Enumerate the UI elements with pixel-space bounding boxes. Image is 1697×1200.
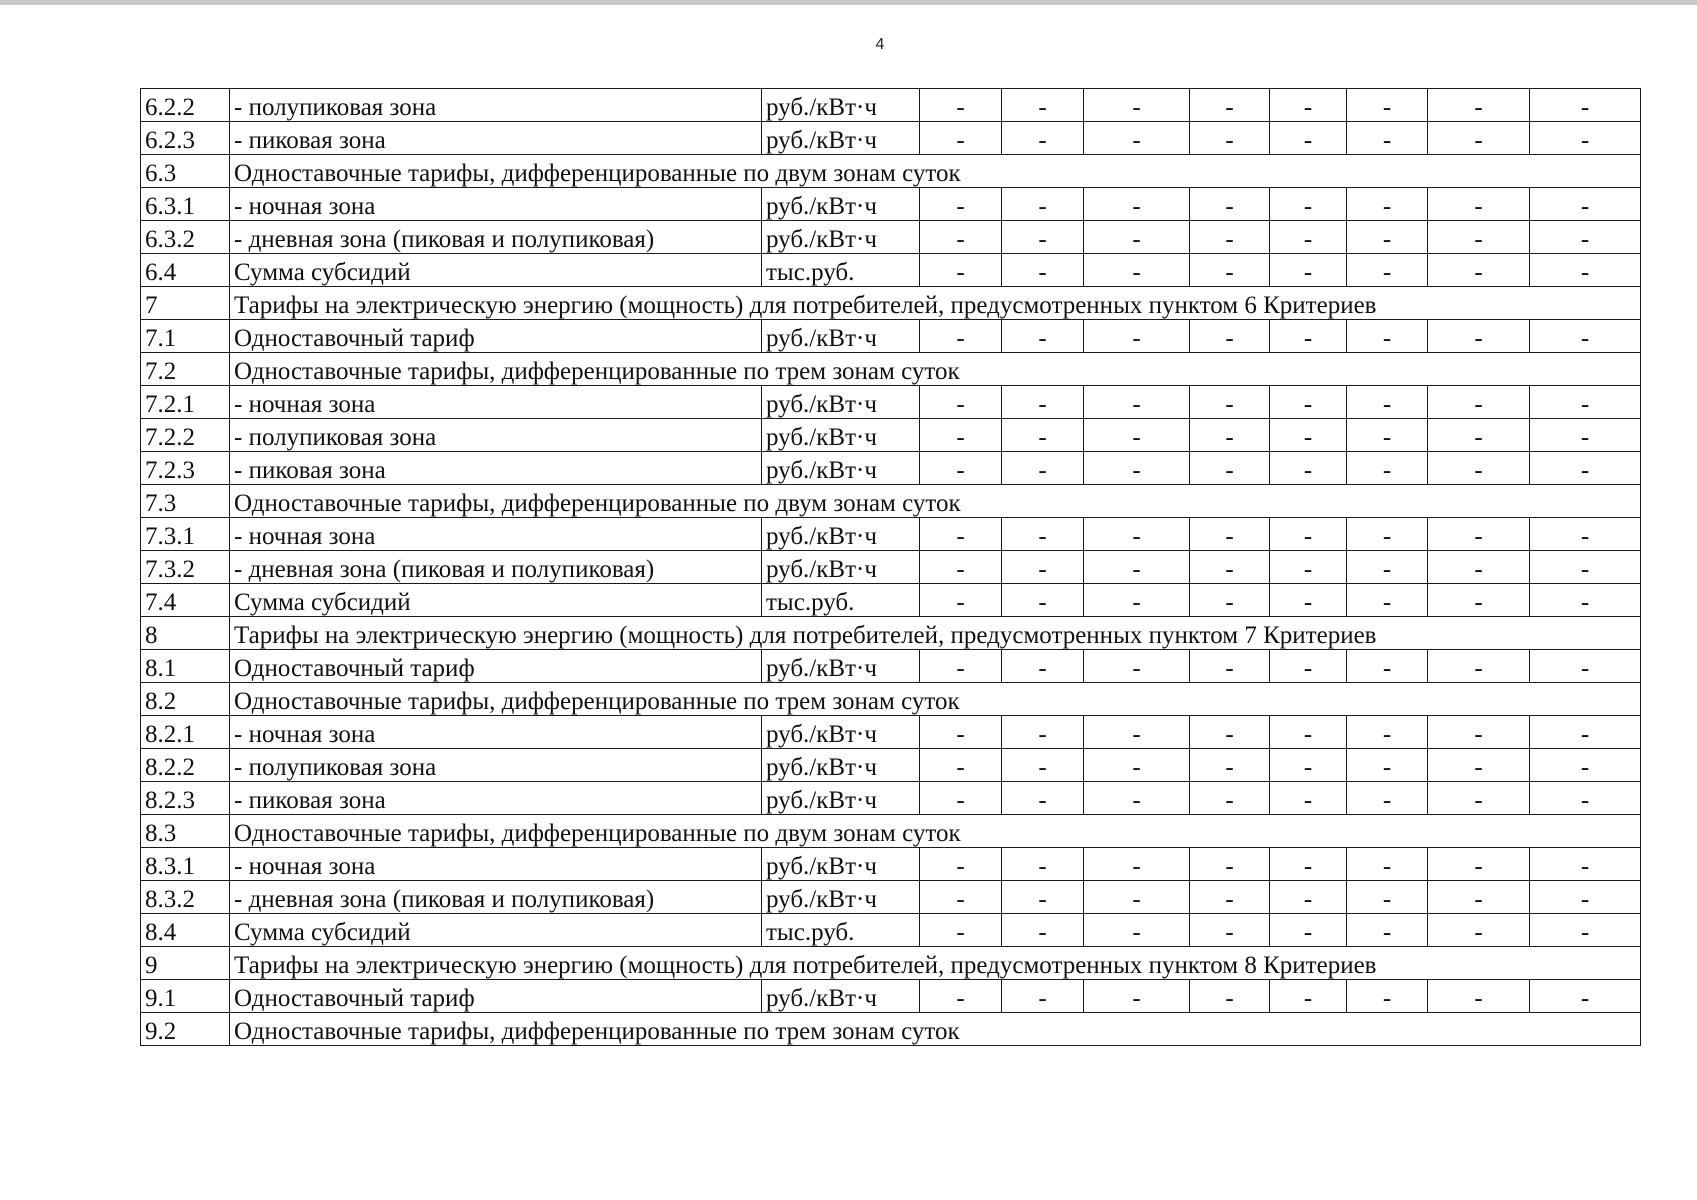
table-section-row (141, 155, 1641, 188)
value-cell: - (1190, 518, 1270, 551)
row-label: - пиковая зона (230, 122, 762, 155)
row-label: Одноставочный тариф (230, 320, 762, 353)
value-cell: - (1084, 386, 1190, 419)
table-row (141, 221, 1641, 254)
table-row (141, 386, 1641, 419)
value-cell: - (1530, 254, 1641, 287)
value-cell: - (1530, 980, 1641, 1013)
value-cell: - (1347, 551, 1428, 584)
row-number: 7.4 (141, 584, 230, 617)
value-cell: - (1190, 650, 1270, 683)
row-label: - полупиковая зона (230, 419, 762, 452)
row-label: Одноставочные тарифы, дифференцированные по трем зонам суток (230, 353, 1641, 386)
row-label: Сумма субсидий (230, 254, 762, 287)
value-cell: - (1428, 782, 1530, 815)
row-unit: руб./кВт·ч (762, 452, 920, 485)
row-label: Одноставочные тарифы, дифференцированные по двум зонам суток (230, 155, 1641, 188)
value-cell: - (1002, 650, 1084, 683)
value-cell: - (920, 122, 1002, 155)
value-cell: - (1428, 188, 1530, 221)
value-cell: - (1428, 980, 1530, 1013)
row-number: 8.3.1 (141, 848, 230, 881)
row-number: 8.4 (141, 914, 230, 947)
value-cell: - (1002, 419, 1084, 452)
value-cell: - (920, 584, 1002, 617)
row-number: 6.3 (141, 155, 230, 188)
row-number: 7.1 (141, 320, 230, 353)
value-cell: - (1002, 254, 1084, 287)
row-label: - ночная зона (230, 386, 762, 419)
row-number: 9.1 (141, 980, 230, 1013)
value-cell: - (1002, 749, 1084, 782)
row-unit: руб./кВт·ч (762, 518, 920, 551)
table-row (141, 782, 1641, 815)
table-row (141, 122, 1641, 155)
row-number: 8.1 (141, 650, 230, 683)
value-cell: - (1428, 452, 1530, 485)
row-unit: руб./кВт·ч (762, 749, 920, 782)
value-cell: - (1190, 122, 1270, 155)
value-cell: - (920, 452, 1002, 485)
value-cell: - (1190, 848, 1270, 881)
value-cell: - (1084, 782, 1190, 815)
value-cell: - (1347, 518, 1428, 551)
row-label: - ночная зона (230, 518, 762, 551)
table-section-row (141, 1013, 1641, 1046)
value-cell: - (1347, 188, 1428, 221)
value-cell: - (1190, 749, 1270, 782)
value-cell: - (1530, 716, 1641, 749)
value-cell: - (920, 254, 1002, 287)
value-cell: - (1530, 188, 1641, 221)
row-unit: руб./кВт·ч (762, 122, 920, 155)
value-cell: - (920, 914, 1002, 947)
row-number: 7 (141, 287, 230, 320)
row-number: 7.3.2 (141, 551, 230, 584)
row-label: - пиковая зона (230, 782, 762, 815)
value-cell: - (1270, 716, 1347, 749)
value-cell: - (1347, 650, 1428, 683)
value-cell: - (920, 650, 1002, 683)
value-cell: - (1428, 89, 1530, 122)
value-cell: - (1347, 749, 1428, 782)
row-label: - ночная зона (230, 188, 762, 221)
value-cell: - (1530, 881, 1641, 914)
value-cell: - (1270, 749, 1347, 782)
row-number: 8.2 (141, 683, 230, 716)
row-unit: тыс.руб. (762, 254, 920, 287)
value-cell: - (1270, 254, 1347, 287)
value-cell: - (1428, 518, 1530, 551)
value-cell: - (1530, 848, 1641, 881)
table-row (141, 584, 1641, 617)
value-cell: - (1270, 980, 1347, 1013)
table-row (141, 188, 1641, 221)
value-cell: - (1084, 188, 1190, 221)
value-cell: - (1530, 584, 1641, 617)
table-row (141, 254, 1641, 287)
value-cell: - (1347, 881, 1428, 914)
value-cell: - (1530, 89, 1641, 122)
value-cell: - (1270, 386, 1347, 419)
table-section-row (141, 947, 1641, 980)
value-cell: - (1428, 551, 1530, 584)
value-cell: - (1002, 452, 1084, 485)
table-row (141, 881, 1641, 914)
row-label: Одноставочные тарифы, дифференцированные по трем зонам суток (230, 683, 1641, 716)
value-cell: - (1002, 782, 1084, 815)
row-number: 7.2 (141, 353, 230, 386)
value-cell: - (1270, 221, 1347, 254)
value-cell: - (1002, 980, 1084, 1013)
row-number: 6.2.2 (141, 89, 230, 122)
row-number: 7.2.1 (141, 386, 230, 419)
row-number: 8.2.1 (141, 716, 230, 749)
value-cell: - (920, 518, 1002, 551)
value-cell: - (1190, 716, 1270, 749)
value-cell: - (1270, 320, 1347, 353)
value-cell: - (1270, 452, 1347, 485)
value-cell: - (1084, 881, 1190, 914)
value-cell: - (1002, 188, 1084, 221)
value-cell: - (1530, 749, 1641, 782)
row-label: Одноставочные тарифы, дифференцированные по трем зонам суток (230, 1013, 1641, 1046)
row-label: - пиковая зона (230, 452, 762, 485)
row-unit: руб./кВт·ч (762, 386, 920, 419)
table-row (141, 914, 1641, 947)
value-cell: - (1347, 782, 1428, 815)
value-cell: - (1084, 716, 1190, 749)
table-row (141, 89, 1641, 122)
value-cell: - (1190, 320, 1270, 353)
row-unit: тыс.руб. (762, 914, 920, 947)
value-cell: - (1002, 848, 1084, 881)
row-number: 6.2.3 (141, 122, 230, 155)
value-cell: - (1190, 914, 1270, 947)
value-cell: - (1428, 254, 1530, 287)
value-cell: - (1530, 518, 1641, 551)
value-cell: - (1347, 848, 1428, 881)
value-cell: - (920, 881, 1002, 914)
value-cell: - (1530, 452, 1641, 485)
row-label: Одноставочный тариф (230, 650, 762, 683)
row-label: Тарифы на электрическую энергию (мощность) для потребителей, предусмотренных пунктом 7 Критериев (230, 617, 1641, 650)
row-label: - полупиковая зона (230, 89, 762, 122)
row-unit: тыс.руб. (762, 584, 920, 617)
row-unit: руб./кВт·ч (762, 782, 920, 815)
value-cell: - (1084, 452, 1190, 485)
row-number: 6.4 (141, 254, 230, 287)
value-cell: - (1270, 848, 1347, 881)
table-row (141, 716, 1641, 749)
value-cell: - (1190, 980, 1270, 1013)
row-number: 9.2 (141, 1013, 230, 1046)
value-cell: - (1084, 980, 1190, 1013)
row-number: 8.2.3 (141, 782, 230, 815)
table-section-row (141, 683, 1641, 716)
row-unit: руб./кВт·ч (762, 650, 920, 683)
value-cell: - (1347, 254, 1428, 287)
value-cell: - (1530, 221, 1641, 254)
row-number: 8.3 (141, 815, 230, 848)
row-unit: руб./кВт·ч (762, 89, 920, 122)
value-cell: - (920, 419, 1002, 452)
value-cell: - (1428, 848, 1530, 881)
value-cell: - (1002, 122, 1084, 155)
value-cell: - (1428, 419, 1530, 452)
value-cell: - (1428, 320, 1530, 353)
tariff-table (140, 88, 1641, 1046)
value-cell: - (1084, 914, 1190, 947)
value-cell: - (920, 551, 1002, 584)
value-cell: - (1530, 122, 1641, 155)
row-label: Одноставочный тариф (230, 980, 762, 1013)
value-cell: - (920, 749, 1002, 782)
value-cell: - (1530, 650, 1641, 683)
table-row (141, 848, 1641, 881)
value-cell: - (1270, 122, 1347, 155)
table-row (141, 320, 1641, 353)
value-cell: - (1084, 518, 1190, 551)
row-number: 7.3.1 (141, 518, 230, 551)
value-cell: - (920, 188, 1002, 221)
value-cell: - (1530, 551, 1641, 584)
value-cell: - (1347, 89, 1428, 122)
table-section-row (141, 815, 1641, 848)
value-cell: - (1530, 782, 1641, 815)
value-cell: - (1084, 89, 1190, 122)
page-number: 4 (875, 36, 885, 53)
value-cell: - (1428, 584, 1530, 617)
value-cell: - (920, 716, 1002, 749)
value-cell: - (920, 320, 1002, 353)
value-cell: - (1428, 122, 1530, 155)
value-cell: - (920, 980, 1002, 1013)
value-cell: - (1002, 584, 1084, 617)
value-cell: - (1190, 221, 1270, 254)
value-cell: - (1270, 914, 1347, 947)
value-cell: - (1270, 419, 1347, 452)
table-row (141, 980, 1641, 1013)
table-section-row (141, 617, 1641, 650)
value-cell: - (1428, 749, 1530, 782)
value-cell: - (1530, 386, 1641, 419)
table-row (141, 551, 1641, 584)
value-cell: - (1530, 914, 1641, 947)
value-cell: - (1002, 881, 1084, 914)
value-cell: - (1347, 716, 1428, 749)
value-cell: - (1347, 320, 1428, 353)
value-cell: - (1347, 386, 1428, 419)
value-cell: - (920, 89, 1002, 122)
row-unit: руб./кВт·ч (762, 716, 920, 749)
value-cell: - (1190, 584, 1270, 617)
value-cell: - (1270, 782, 1347, 815)
value-cell: - (1270, 650, 1347, 683)
row-label: - дневная зона (пиковая и полупиковая) (230, 551, 762, 584)
value-cell: - (1190, 551, 1270, 584)
row-unit: руб./кВт·ч (762, 848, 920, 881)
row-number: 7.2.3 (141, 452, 230, 485)
value-cell: - (920, 782, 1002, 815)
value-cell: - (1002, 320, 1084, 353)
value-cell: - (1190, 89, 1270, 122)
value-cell: - (1270, 188, 1347, 221)
row-unit: руб./кВт·ч (762, 320, 920, 353)
row-unit: руб./кВт·ч (762, 551, 920, 584)
value-cell: - (1190, 419, 1270, 452)
table-section-row (141, 287, 1641, 320)
table-row (141, 452, 1641, 485)
row-number: 9 (141, 947, 230, 980)
value-cell: - (1084, 221, 1190, 254)
row-label: Сумма субсидий (230, 584, 762, 617)
row-number: 6.3.1 (141, 188, 230, 221)
value-cell: - (1002, 386, 1084, 419)
value-cell: - (1347, 584, 1428, 617)
value-cell: - (1347, 980, 1428, 1013)
value-cell: - (1084, 848, 1190, 881)
value-cell: - (1270, 584, 1347, 617)
value-cell: - (1428, 881, 1530, 914)
value-cell: - (1002, 716, 1084, 749)
row-label: Тарифы на электрическую энергию (мощность) для потребителей, предусмотренных пунктом 8 Критериев (230, 947, 1641, 980)
row-unit: руб./кВт·ч (762, 188, 920, 221)
value-cell: - (1428, 386, 1530, 419)
table-section-row (141, 353, 1641, 386)
value-cell: - (1084, 419, 1190, 452)
tariff-table-body (141, 89, 1641, 1046)
row-unit: руб./кВт·ч (762, 419, 920, 452)
row-number: 7.2.2 (141, 419, 230, 452)
row-unit: руб./кВт·ч (762, 221, 920, 254)
value-cell: - (1084, 749, 1190, 782)
value-cell: - (1084, 254, 1190, 287)
value-cell: - (1270, 89, 1347, 122)
value-cell: - (1084, 584, 1190, 617)
value-cell: - (1190, 386, 1270, 419)
value-cell: - (1002, 221, 1084, 254)
scan-top-edge (0, 0, 1697, 5)
value-cell: - (920, 848, 1002, 881)
value-cell: - (1084, 122, 1190, 155)
value-cell: - (1190, 452, 1270, 485)
table-row (141, 749, 1641, 782)
value-cell: - (1190, 881, 1270, 914)
row-label: - дневная зона (пиковая и полупиковая) (230, 881, 762, 914)
value-cell: - (1002, 89, 1084, 122)
value-cell: - (1347, 452, 1428, 485)
value-cell: - (1084, 320, 1190, 353)
row-label: - ночная зона (230, 716, 762, 749)
value-cell: - (1270, 881, 1347, 914)
value-cell: - (1347, 419, 1428, 452)
row-number: 8.3.2 (141, 881, 230, 914)
value-cell: - (1270, 551, 1347, 584)
value-cell: - (1428, 716, 1530, 749)
row-unit: руб./кВт·ч (762, 980, 920, 1013)
value-cell: - (1428, 221, 1530, 254)
value-cell: - (1530, 320, 1641, 353)
value-cell: - (1002, 914, 1084, 947)
value-cell: - (1347, 221, 1428, 254)
row-label: Одноставочные тарифы, дифференцированные по двум зонам суток (230, 815, 1641, 848)
value-cell: - (1002, 518, 1084, 551)
row-label: Тарифы на электрическую энергию (мощность) для потребителей, предусмотренных пунктом 6 Критериев (230, 287, 1641, 320)
value-cell: - (1270, 518, 1347, 551)
value-cell: - (1428, 650, 1530, 683)
value-cell: - (920, 386, 1002, 419)
row-label: Одноставочные тарифы, дифференцированные по двум зонам суток (230, 485, 1641, 518)
value-cell: - (1190, 188, 1270, 221)
value-cell: - (1084, 551, 1190, 584)
row-number: 6.3.2 (141, 221, 230, 254)
value-cell: - (1347, 914, 1428, 947)
row-label: Сумма субсидий (230, 914, 762, 947)
row-unit: руб./кВт·ч (762, 881, 920, 914)
row-label: - полупиковая зона (230, 749, 762, 782)
row-number: 8.2.2 (141, 749, 230, 782)
value-cell: - (1190, 782, 1270, 815)
table-row (141, 518, 1641, 551)
row-number: 8 (141, 617, 230, 650)
row-label: - дневная зона (пиковая и полупиковая) (230, 221, 762, 254)
value-cell: - (1428, 914, 1530, 947)
value-cell: - (1084, 650, 1190, 683)
value-cell: - (920, 221, 1002, 254)
value-cell: - (1002, 551, 1084, 584)
value-cell: - (1530, 419, 1641, 452)
table-row (141, 650, 1641, 683)
table-section-row (141, 485, 1641, 518)
row-number: 7.3 (141, 485, 230, 518)
value-cell: - (1347, 122, 1428, 155)
value-cell: - (1190, 254, 1270, 287)
row-label: - ночная зона (230, 848, 762, 881)
table-row (141, 419, 1641, 452)
